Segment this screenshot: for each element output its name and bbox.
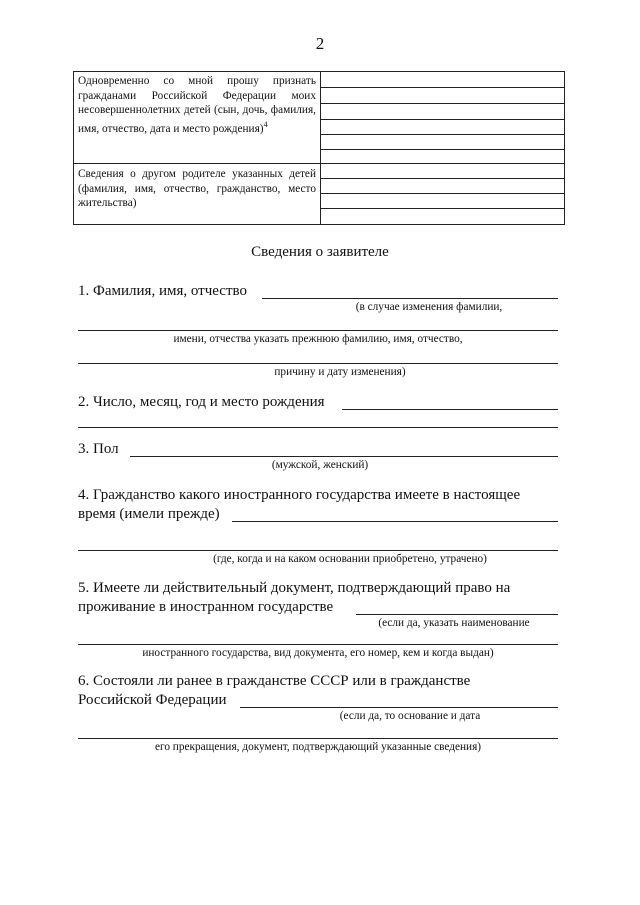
children-entry-line[interactable] bbox=[320, 103, 564, 104]
q1-label: 1. Фамилия, имя, отчество bbox=[78, 283, 247, 299]
q6-hint-1: (если да, то основание и дата bbox=[339, 710, 481, 722]
q5-label-line2: проживание в иностранном государстве bbox=[78, 599, 334, 615]
q1-hint-3: причину и дату изменения) bbox=[274, 366, 406, 378]
q1-hint-1: (в случае изменения фамилии, bbox=[355, 301, 503, 313]
q6-answer-line-2[interactable] bbox=[78, 738, 558, 739]
q6-label-line1: 6. Состояли ли ранее в гражданстве СССР или в гражданстве bbox=[78, 673, 471, 689]
q2-label: 2. Число, месяц, год и место рождения bbox=[78, 394, 325, 410]
q4-label-line1: 4. Гражданство какого иностранного государства имеете в настоящее bbox=[78, 487, 521, 503]
children-entry-line[interactable] bbox=[320, 87, 564, 88]
q1-answer-line-2[interactable] bbox=[78, 330, 558, 331]
q6-label-line2: Российской Федерации bbox=[78, 692, 227, 708]
q1-answer-line-3[interactable] bbox=[78, 363, 558, 364]
q5-answer-line-2[interactable] bbox=[78, 644, 558, 645]
q3-answer-line[interactable] bbox=[130, 456, 558, 457]
q2-answer-line[interactable] bbox=[342, 409, 558, 410]
q5-label-line1: 5. Имеете ли действительный документ, подтверждающий право на bbox=[78, 580, 511, 596]
other-parent-entry-line[interactable] bbox=[320, 178, 564, 179]
footnote-marker: 4 bbox=[263, 119, 268, 129]
q5-hint-2: иностранного государства, вид документа, его номер, кем и когда выдан) bbox=[142, 647, 494, 659]
q4-label-line2: время (имели прежде) bbox=[78, 506, 220, 522]
table-row-divider bbox=[74, 163, 564, 164]
children-entry-line[interactable] bbox=[320, 149, 564, 150]
q2-answer-line-2[interactable] bbox=[78, 427, 558, 428]
other-parent-entry-line[interactable] bbox=[320, 193, 564, 194]
children-label: Одновременно со мной прошу признать гражданами Российской Федерации моих несовершеннолетних детей (сын, дочь, фамилия, имя, отчество, дата и место рождения) bbox=[78, 75, 316, 135]
q5-answer-line[interactable] bbox=[356, 614, 558, 615]
q4-answer-line-2[interactable] bbox=[78, 550, 558, 551]
q1-answer-line[interactable] bbox=[262, 298, 558, 299]
children-entry-line[interactable] bbox=[320, 134, 564, 135]
q6-answer-line[interactable] bbox=[240, 707, 558, 708]
other-parent-entry-line[interactable] bbox=[320, 208, 564, 209]
other-parent-label: Сведения о другом родителе указанных детей (фамилия, имя, отчество, гражданство, место жительства) bbox=[78, 168, 316, 210]
children-entry-line[interactable] bbox=[320, 119, 564, 120]
page-number: 2 bbox=[315, 34, 325, 53]
q3-label: 3. Пол bbox=[78, 441, 119, 457]
q5-hint-1: (если да, указать наименование bbox=[378, 617, 530, 629]
table-column-divider bbox=[320, 72, 321, 224]
children-table bbox=[73, 71, 565, 225]
section-title: Сведения о заявителе bbox=[251, 244, 389, 260]
q4-hint: (где, когда и на каком основании приобретено, утрачено) bbox=[213, 553, 487, 565]
children-label-cell bbox=[78, 74, 316, 136]
q4-answer-line[interactable] bbox=[232, 521, 558, 522]
q3-hint: (мужской, женский) bbox=[271, 459, 369, 471]
q1-hint-2: имени, отчества указать прежнюю фамилию, имя, отчество, bbox=[173, 333, 463, 345]
q6-hint-2: его прекращения, документ, подтверждающий указанные сведения) bbox=[154, 741, 482, 753]
